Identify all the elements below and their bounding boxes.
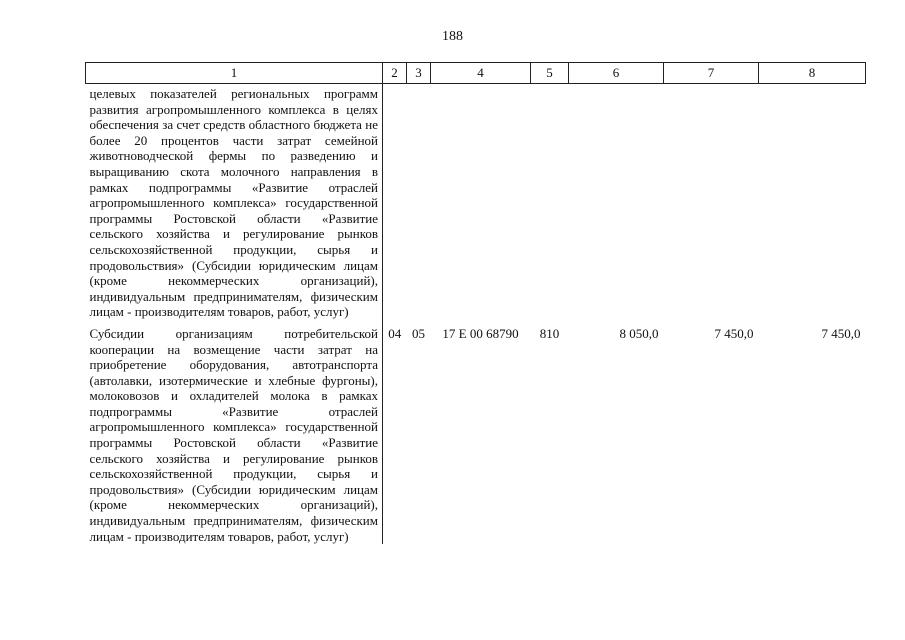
row-amount-col8: 7 450,0 bbox=[821, 325, 861, 341]
table-row bbox=[86, 84, 866, 320]
column-header-7: 7 bbox=[664, 63, 759, 84]
column-header-6: 6 bbox=[569, 63, 664, 84]
row-description: целевых показателей региональных программ развития агропромышленного комплекса в целях обеспечения за счет средств областного бюджета не более 20 процентов части затрат семейной животноводческой фермы по разведению и выращиванию скота молочного направления в рамках подпрограммы «Развитие отраслей агропромышленного комплекса» государственной программы Ростовской области «Развитие сельского хозяйства и регулирование рынков сельскохозяйственной продукции, сырья и продовольствия» (Субсидии юридическим лицам (кроме некоммерческих организаций), индивидуальным предпринимателям, физическим лицам - производителям товаров, работ, услуг) bbox=[86, 84, 383, 320]
row-subsection-code: 05 bbox=[412, 325, 425, 341]
row-expense-type bbox=[531, 84, 569, 320]
table-header-row bbox=[86, 63, 866, 84]
row-section-code: 04 bbox=[388, 325, 402, 341]
row-expense-type: 810 bbox=[539, 325, 560, 341]
row-section-code bbox=[383, 84, 407, 320]
row-amount-col7 bbox=[664, 84, 759, 320]
budget-table bbox=[85, 62, 866, 544]
page-number: 188 bbox=[442, 29, 463, 44]
column-header-1: 1 bbox=[86, 63, 383, 84]
column-header-8: 8 bbox=[759, 63, 866, 84]
row-amount-col6 bbox=[569, 84, 664, 320]
row-amount-col6: 8 050,0 bbox=[619, 325, 659, 341]
column-header-2: 2 bbox=[383, 63, 407, 84]
column-header-5: 5 bbox=[531, 63, 569, 84]
row-subsection-code bbox=[407, 84, 431, 320]
row-target-article bbox=[431, 84, 531, 320]
row-amount-col7: 7 450,0 bbox=[714, 325, 754, 341]
row-target-article: 17 Е 00 68790 bbox=[442, 325, 519, 341]
row-amount-col8 bbox=[759, 84, 866, 320]
column-header-4: 4 bbox=[431, 63, 531, 84]
column-header-3: 3 bbox=[407, 63, 431, 84]
table-row bbox=[86, 320, 866, 544]
row-description: Субсидии организациям потребительской кооперации на возмещение части затрат на приобретение оборудования, автотранспорта (автолавки, изотермические и хлебные фургоны), молоковозов и охладителей молока в рамках подпрограммы «Развитие отраслей агропромышленного комплекса» государственной программы Ростовской области «Развитие сельского хозяйства и регулирование рынков сельскохозяйственной продукции, сырья и продовольствия» (Субсидии юридическим лицам (кроме некоммерческих организаций), индивидуальным предпринимателям, физическим лицам - производителям товаров, работ, услуг) bbox=[86, 320, 383, 544]
